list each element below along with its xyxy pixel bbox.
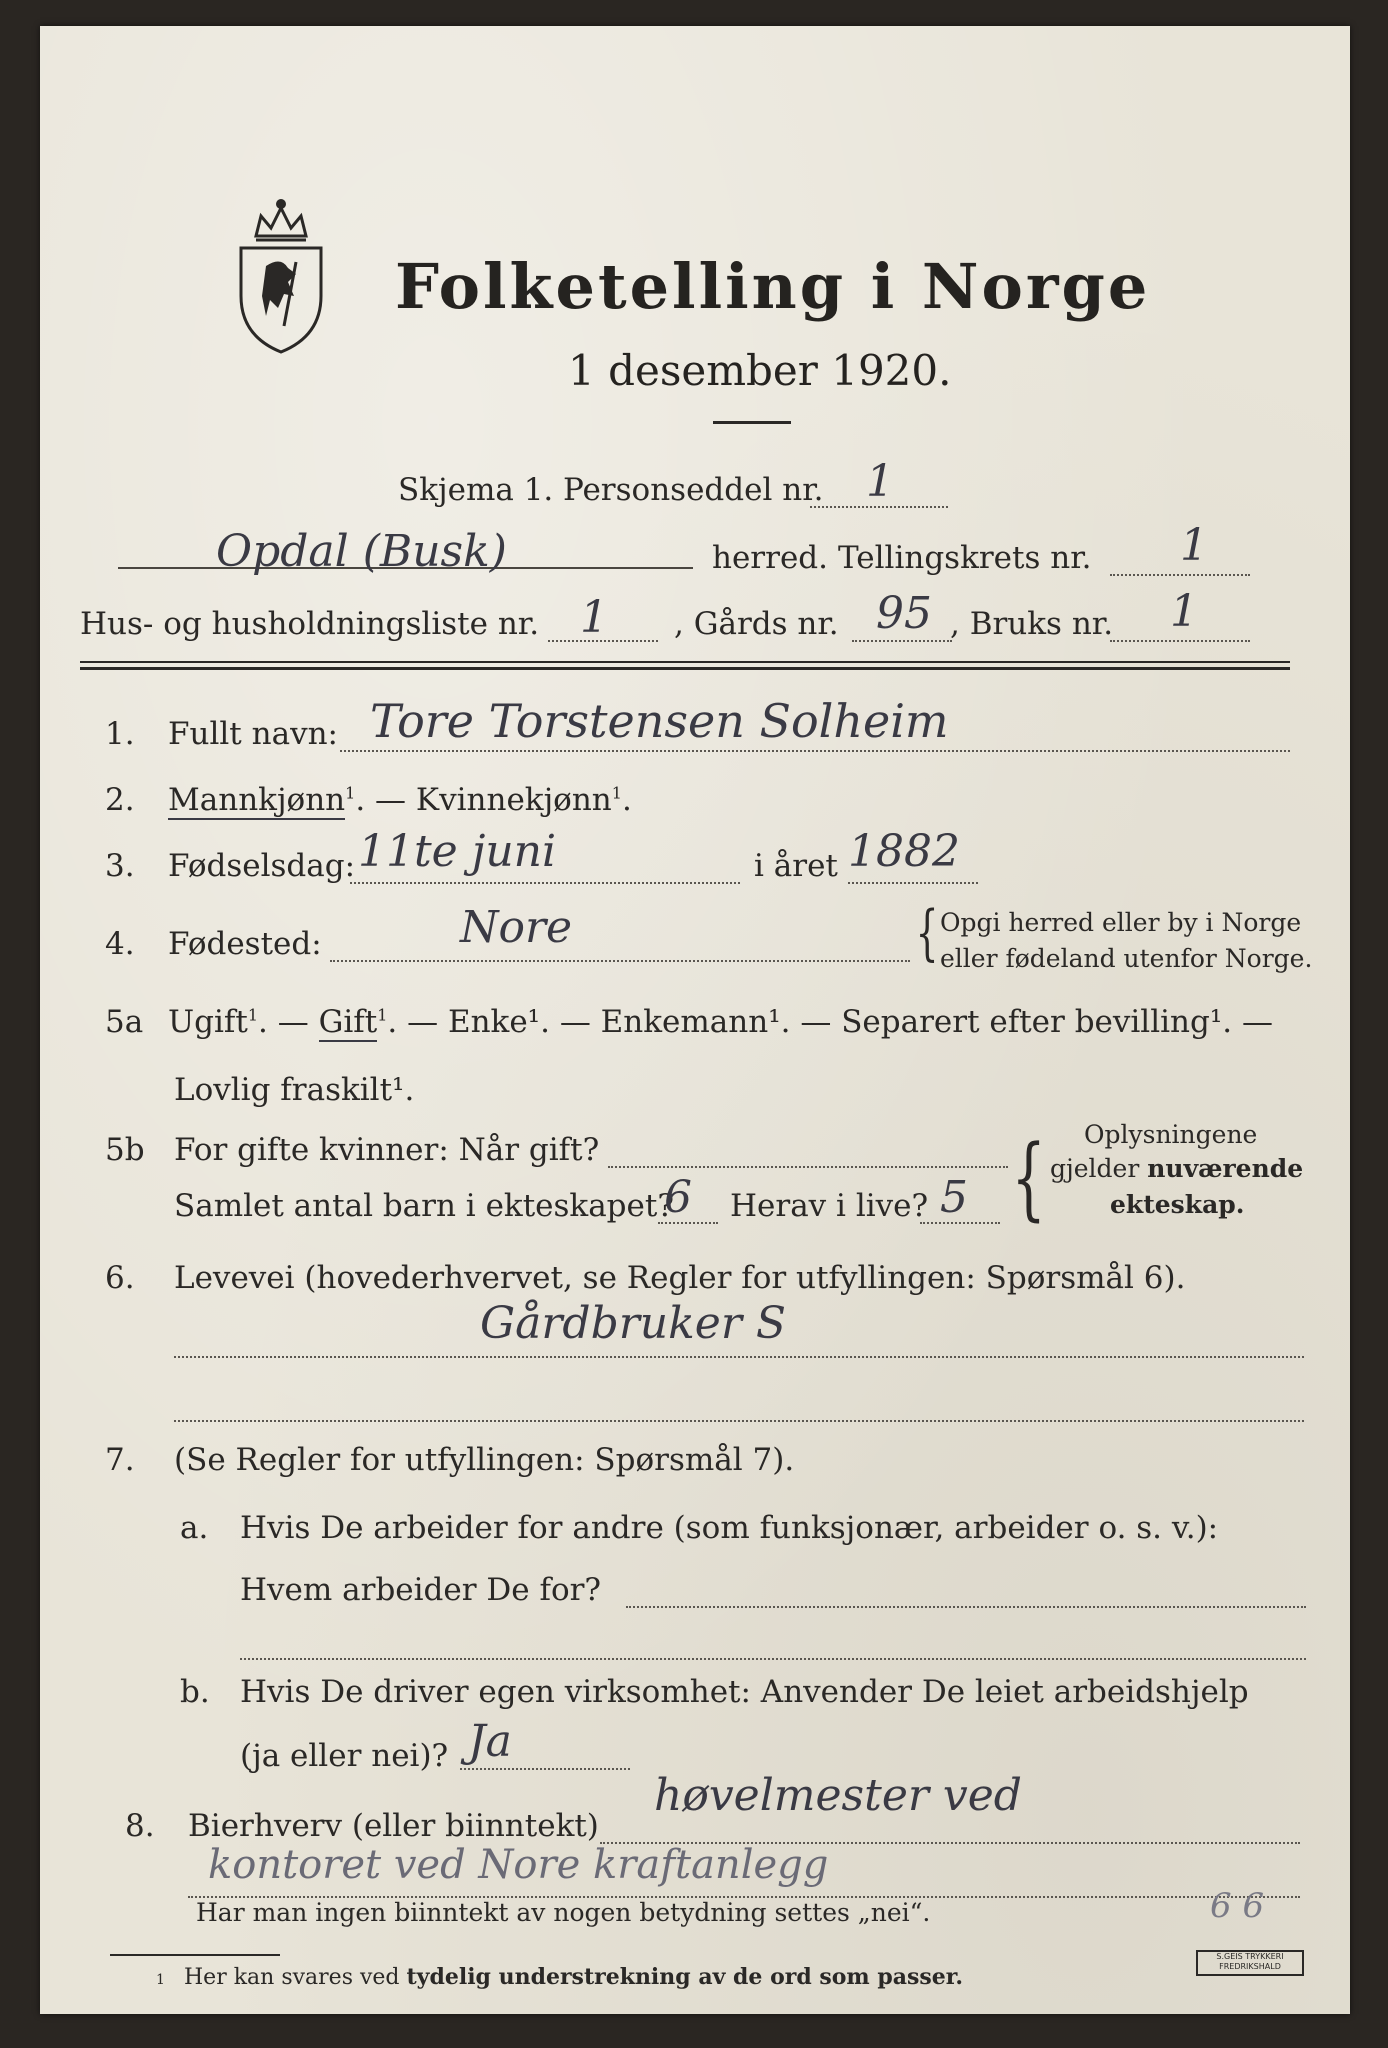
q1-label: Fullt navn: [168,716,338,752]
q5b-when-married-dotted-line [608,1166,1008,1168]
q7a-dotted-line-1 [626,1606,1306,1608]
q7b-dotted-line [460,1768,630,1770]
bruks-dotted-line [1110,640,1250,642]
year-label: i året [754,848,838,884]
q7a-line1: Hvis De arbeider for andre (som funksjonær, arbeider o. s. v.): [240,1510,1219,1546]
q7b-letter: b. [180,1674,210,1710]
q7a-line2: Hvem arbeider De for? [240,1572,602,1608]
q7a-dotted-line-2 [240,1658,1306,1660]
q1-number: 1. [105,716,135,752]
q5a-line2[interactable]: Lovlig fraskilt¹. [174,1072,415,1108]
option-female[interactable]: Kvinnekjønn [415,782,612,818]
hus-value: 1 [580,592,608,643]
page-title: Folketelling i Norge [395,250,1151,323]
q5b-note-line2: gjelder nuværende [1050,1154,1304,1183]
q5b-brace: { [1011,1126,1046,1231]
option-male[interactable]: Mannkjønn [168,782,346,818]
census-form-page [40,26,1350,2014]
q5b-alive-label: Herav i live? [730,1188,929,1224]
q3-year-dotted-line [848,882,978,884]
full-name-value: Tore Torstensen Solheim [370,694,949,748]
herred-label: herred. [712,540,828,576]
q7-label: (Se Regler for utfyllingen: Spørsmål 7). [174,1442,795,1478]
q4-dotted-line [330,960,910,962]
personseddel-label: Personseddel nr. [563,472,824,508]
side-occupation-value-line2: kontoret ved Nore kraftanlegg [208,1842,829,1888]
norwegian-coat-of-arms-icon [226,196,336,356]
q8-note: Har man ingen biinntekt av nogen betydning settes „nei“. [196,1898,931,1927]
birth-year-value: 1882 [848,826,960,877]
bruks-label: , Bruks nr. [950,606,1114,642]
title-divider [713,421,791,424]
q4-label: Fødested: [168,926,322,962]
occupation-value: Gårdbruker S [480,1298,786,1349]
personseddel-value: 1 [866,456,894,507]
q1-dotted-line [340,750,1290,752]
q3-label: Fødselsdag: [168,848,356,884]
q4-brace: { [915,898,939,968]
q6-dotted-line-1 [174,1356,1304,1358]
q5b-note-line1: Oplysningene [1084,1120,1258,1149]
herred-value: Opdal (Busk) [216,526,507,577]
tellingskrets-label: Tellingskrets nr. [838,540,1092,576]
option-married[interactable]: Gift [318,1004,378,1040]
hired-help-value: Ja [468,1716,512,1767]
side-occupation-value-line1: høvelmester ved [654,1770,1022,1821]
option-unmarried[interactable]: Ugift [168,1004,248,1040]
q2-options: Mannkjønn$^1$. — Kvinnekjønn$^1$. [168,782,632,818]
footnote-mark: 1 [156,1972,165,1988]
q4-note-line1: Opgi herred eller by i Norge [940,908,1302,937]
q5b-number: 5b [105,1132,145,1168]
q6-dotted-line-2 [174,1420,1304,1422]
footnote-text: Her kan svares ved tydelig understrekning av de ord som passer. [184,1964,964,1990]
q7-number: 7. [105,1442,135,1478]
q8-number: 8. [125,1808,155,1844]
q5a-number: 5a [105,1004,144,1040]
q5a-options: Ugift$^1$. — Gift$^1$. — Enke¹. — Enkemann¹. — Separert efter bevilling¹. — [168,1004,1273,1040]
q5b-note-line3: ekteskap. [1110,1190,1245,1219]
schema-label: Skjema 1. [398,472,554,508]
q6-label: Levevei (hovederhvervet, se Regler for utfyllingen: Spørsmål 6). [174,1260,1186,1296]
q3-day-dotted-line [350,882,740,884]
q7a-letter: a. [180,1510,209,1546]
gards-value: 95 [876,588,932,639]
census-date: 1 desember 1920. [568,346,952,395]
section-divider-bottom [80,667,1290,670]
q5b-when-married-label: For gifte kvinner: Når gift? [174,1132,600,1168]
marital-other-options[interactable]: . — Enke¹. — Enkemann¹. — Separert efter bevilling¹. — [387,1004,1273,1040]
footnote-rule [110,1954,280,1956]
bruks-value: 1 [1170,586,1198,637]
q3-number: 3. [105,848,135,884]
q8-label: Bierhverv (eller biinntekt) [188,1808,599,1844]
q2-number: 2. [105,782,135,818]
section-divider-top [80,661,1290,663]
tellingskrets-value: 1 [1180,520,1208,571]
q7b-line2: (ja eller nei)? [240,1738,449,1774]
q5b-children-label: Samlet antal barn i ekteskapet? [174,1188,674,1224]
printer-stamp: S.GEIS TRYKKERI FREDRIKSHALD [1196,1950,1304,1976]
margin-mark: 6 6 [1210,1886,1265,1926]
gards-dotted-line [852,640,952,642]
hus-label: Hus- og husholdningsliste nr. [80,606,540,642]
q6-number: 6. [105,1260,135,1296]
q4-number: 4. [105,926,135,962]
tellingskrets-dotted-line [1110,574,1250,576]
birth-day-value: 11te juni [358,826,557,877]
children-alive-value: 5 [940,1172,968,1223]
gards-label: , Gårds nr. [674,606,839,642]
q7b-line1: Hvis De driver egen virksomhet: Anvender De leiet arbeidshjelp [240,1674,1249,1710]
birthplace-value: Nore [460,902,573,953]
q4-note-line2: eller fødeland utenfor Norge. [940,944,1313,973]
children-total-value: 6 [664,1172,692,1223]
